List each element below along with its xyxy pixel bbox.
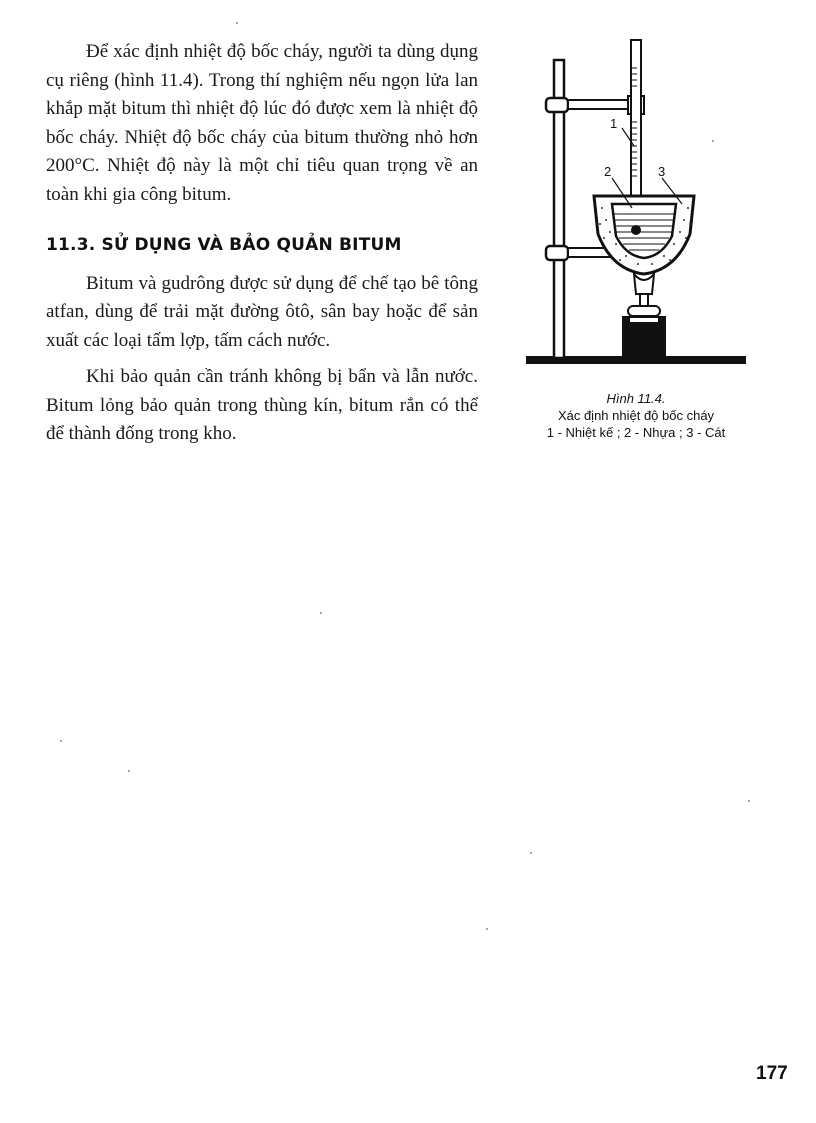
label-1: 1 bbox=[610, 116, 618, 131]
label-2: 2 bbox=[604, 164, 612, 179]
scan-speck bbox=[712, 140, 714, 142]
paragraph-usage: Bitum và gudrông được sử dụng để chế tạo bê tông atfan, dùng để trải mặt đường ôtô, sân bay hoặc để sản xuất các loại tấm lợp, tấm cách nước. bbox=[46, 272, 478, 351]
scan-speck bbox=[128, 770, 130, 772]
burner-flame-guard bbox=[634, 274, 654, 294]
paragraph-storage: Khi bảo quản cần tránh không bị bẩn và lẫn nước. Bitum lỏng bảo quản trong thùng kín, bitum rắn có thể để thành đống trong kho. bbox=[46, 366, 478, 444]
scan-speck bbox=[320, 612, 322, 614]
section-heading: 11.3. SỬ DỤNG VÀ BẢO QUẢN BITUM bbox=[46, 235, 402, 255]
scan-speck bbox=[530, 852, 532, 854]
caption-title: Xác định nhiệt độ bốc cháy bbox=[557, 408, 715, 423]
burner-highlight bbox=[630, 318, 658, 322]
text-column bbox=[46, 38, 478, 449]
scan-speck bbox=[748, 800, 750, 802]
figure-flash-point-apparatus bbox=[516, 38, 756, 441]
caption-legend: 1 - Nhiệt kế ; 2 - Nhựa ; 3 - Cát bbox=[546, 425, 726, 440]
scan-speck bbox=[236, 22, 238, 24]
page-number: 177 bbox=[756, 1063, 788, 1084]
upper-clamp-arm bbox=[568, 100, 636, 109]
label-3: 3 bbox=[658, 164, 666, 179]
burner-valve bbox=[628, 306, 660, 316]
caption-number: Hình 11.4. bbox=[606, 391, 666, 406]
scan-speck bbox=[486, 928, 488, 930]
thermometer-bulb bbox=[631, 225, 641, 235]
lower-clamp bbox=[546, 246, 568, 260]
apparatus-drawing bbox=[516, 38, 756, 378]
scan-speck bbox=[60, 740, 62, 742]
burner-stem bbox=[640, 294, 648, 306]
upper-clamp bbox=[546, 98, 568, 112]
figure-caption bbox=[516, 390, 756, 441]
paragraph-flash-point: Để xác định nhiệt độ bốc cháy, người ta dùng dụng cụ riêng (hình 11.4). Trong thí nghiệm nếu ngọn lửa lan khắp mặt bitum thì nhiệt độ lúc đó được xem là nhiệt độ bốc cháy. Nhiệt độ bốc cháy của bitum thường nhỏ hơn 200°C. Nhiệt độ này là một chỉ tiêu quan trọng về an toàn khi gia công bitum. bbox=[46, 41, 478, 205]
